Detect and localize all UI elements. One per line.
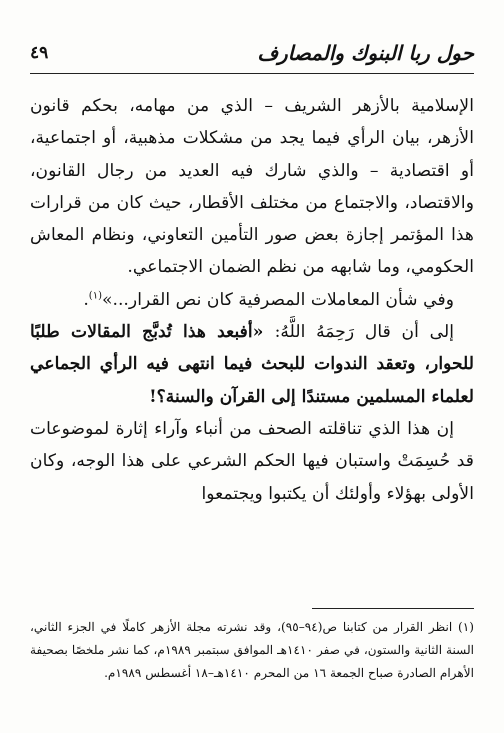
running-title: حول ربا البنوك والمصارف [257,41,474,65]
footnote [30,616,474,685]
paragraph-3-intro: إلى أن قال رَحِمَهُ اللَّهُ: [274,322,454,343]
page-header [30,38,474,68]
footnote-marker: (١) [88,290,102,302]
paragraph-4: إن هذا الذي تناقلته الصحف من أنباء وآراء إثارة لموضوعات قد حُسِمَتْ واستبان فيها الحكم الشرعي على هذا الوجه، وكان الأولى بهؤلاء وأولئك أن يكتبوا ويجتمعوا [30,418,474,504]
footnote-text: (١) انظر القرار من كتابنا ص(٩٤–٩٥)، وقد نشرته مجلة الأزهر كاملًا في الجزء الثاني، السنة الثانية والستون، في صفر ١٤١٠هـ الموافق سبتمبر ١٩٨٩م، كما نشر ملخصًا بصحيفة الأهرام الصادرة صباح الجمعة ١٦ من المحرم ١٤١٠هـ–١٨ أغسطس ١٩٨٩م. [30,620,475,680]
header-rule [30,73,474,74]
paragraph-3 [30,316,474,413]
body-text [30,90,474,510]
paragraph-3-quote: «أفبعد هذا تُدبَّج المقالات طلبًا للحوار، وتعقد الندوات للبحث فيما انتهى فيه الرأي الجماعي لعلماء المسلمين مستندًا إلى القرآن والسنة؟! [30,322,474,407]
footnote-rule [312,608,474,609]
page-number: ٤٩ [30,43,49,63]
paragraph-1: الإسلامية بالأزهر الشريف – الذي من مهامه، بحكم قانون الأزهر، بيان الرأي فيما يجد من مشكلات مذهبية، أو اجتماعية، أو اقتصادية – والذي شارك فيه العديد من رجال القانون، والاقتصاد، والاجتماع من مختلف الأقطار، حيث كان من قرارات هذا المؤتمر إجازة بعض صور التأمين التعاوني، ونظام المعاش الحكومي، وما شابهه من نظم الضمان الاجتماعي. [30,96,474,278]
paragraph-2-text: وفي شأن المعاملات المصرفية كان نص القرار...» [101,289,454,310]
paragraph-2: وفي شأن المعاملات المصرفية كان نص القرار...»$^{(١)}$. [83,289,454,310]
